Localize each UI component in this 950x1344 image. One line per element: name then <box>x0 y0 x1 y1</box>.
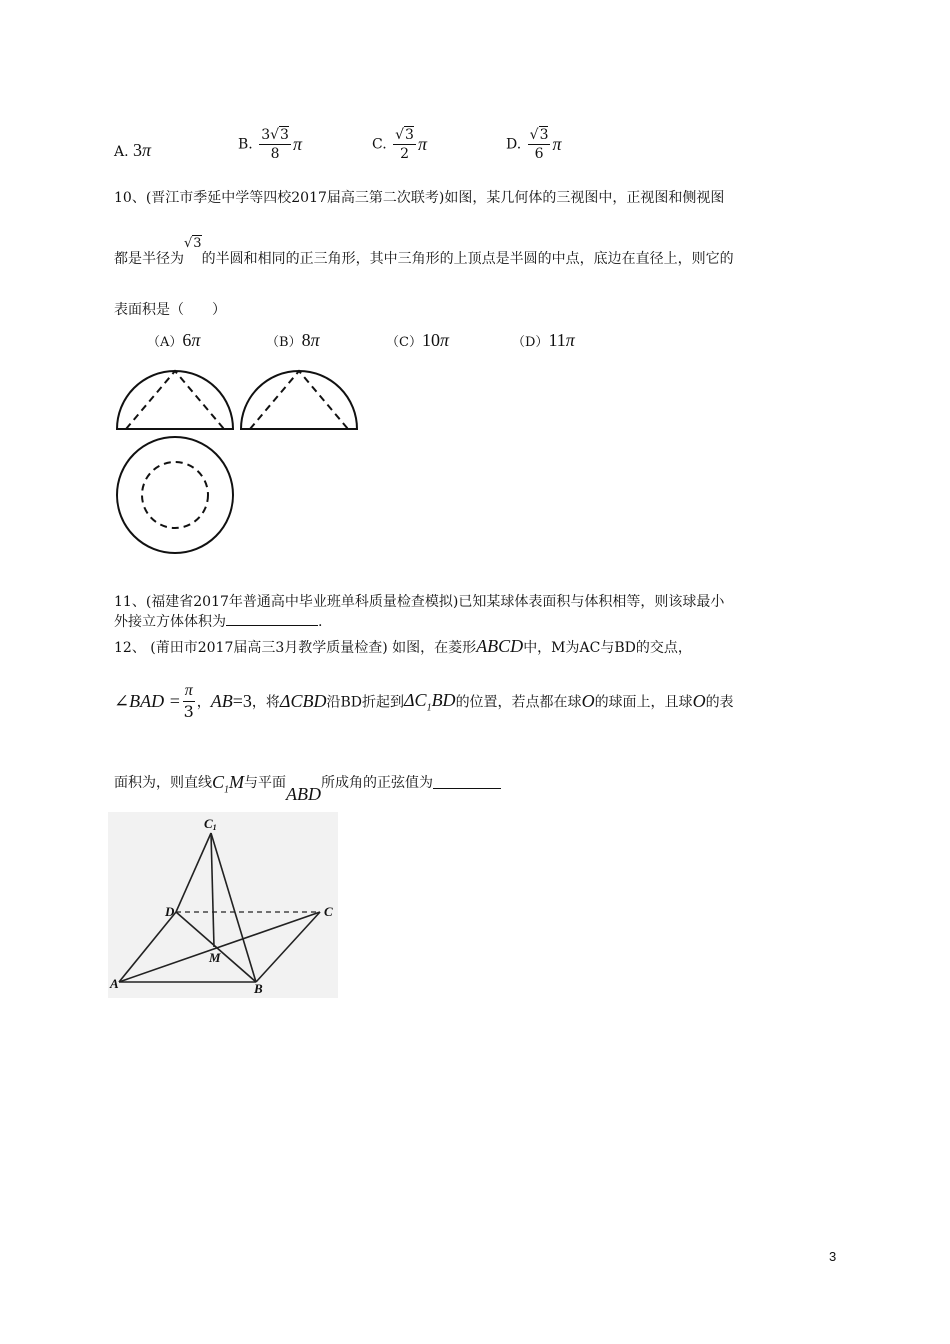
answer-blank <box>226 625 318 626</box>
q11-line1: 11、(福建省2017年普通高中毕业班单科质量检查模拟)已知某球体表面积与体积相等，则该球最小 <box>114 594 725 610</box>
label-m: M <box>209 950 221 965</box>
top-view <box>117 437 233 553</box>
q10-line2: 都是半径为√3的半圆和相同的正三角形，其中三角形的上顶点是半圆的中点，底边在直径上，则它的 <box>114 236 734 267</box>
q10-line3: 表面积是（ ） <box>114 302 226 318</box>
label-a: A <box>110 976 119 991</box>
q10-option-a: （A）6π <box>147 330 201 350</box>
q9-option-c: C. $\frac{√3}{2}$ π <box>372 127 427 162</box>
q10-line1: 10、(晋江市季延中学等四校2017届高三第二次联考)如图，某几何体的三视图中，正视图和侧视图 <box>114 190 725 206</box>
page-number: 3 <box>829 1249 837 1264</box>
fold-figure <box>108 812 338 998</box>
fraction: $\frac{√3}{2}$ <box>395 127 414 162</box>
figure-background <box>108 812 338 998</box>
label-d: D <box>165 904 175 919</box>
q12-line2: ∠BAD = $\frac{\pi}{3}$ ，AB=3，将ΔCBD沿BD折起到$\Delta C_1BD$的位置，若点都在球O的球面上，且球O的表 <box>114 682 734 721</box>
q10-option-b: （B）8π <box>266 330 320 350</box>
fraction: $\frac{\pi}{3}$ <box>183 682 194 721</box>
q9-option-d: D. $\frac{√3}{6}$ π <box>506 127 562 162</box>
three-view-figure <box>113 365 363 565</box>
q11-line2: 外接立方体体积为 . <box>114 614 323 630</box>
fraction: $\frac{3√3}{8}$ <box>261 127 289 162</box>
q12-line1: 12、 (莆田市2017届高三3月教学质量检查) 如图，在菱形ABCD中，M为AC与BD的交点， <box>114 636 692 656</box>
side-view <box>241 371 357 429</box>
answer-blank <box>433 772 501 789</box>
label-b: B <box>254 981 263 996</box>
q12-line3: 面积为，则直线$C_1M$与平面ABD所成角的正弦值为 <box>114 762 501 786</box>
q9-option-b: B. $\frac{3√3}{8}$ π <box>238 127 302 162</box>
front-view <box>117 371 233 429</box>
q10-option-d: （D）11π <box>512 330 575 350</box>
label-c1: C1 <box>204 816 217 832</box>
q9-option-a: A. 3π <box>114 140 152 160</box>
q10-option-c: （C）10π <box>386 330 449 350</box>
label-c: C <box>324 904 333 919</box>
fraction: $\frac{√3}{6}$ <box>529 127 549 162</box>
